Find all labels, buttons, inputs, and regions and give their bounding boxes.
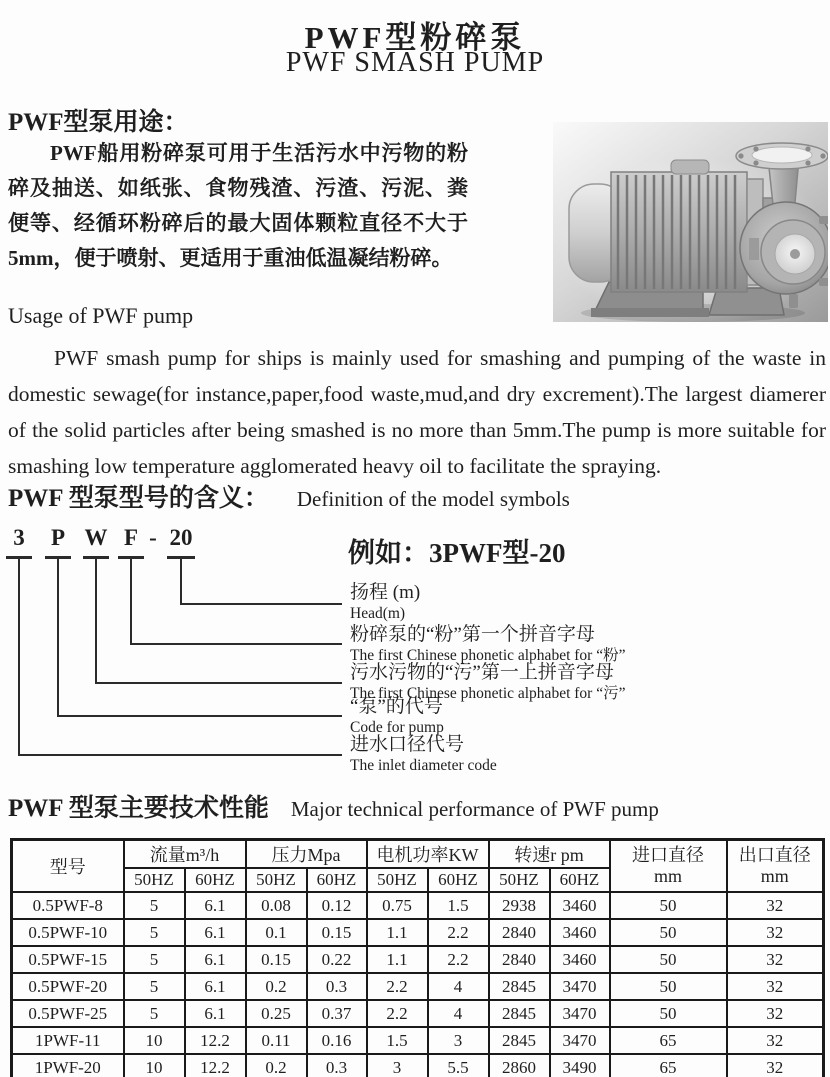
value-cell: 0.3: [307, 1054, 367, 1077]
symbol-label-zh: “泵”的代号: [350, 696, 443, 717]
header-flow: 流量m³/h: [124, 840, 246, 869]
header-hz: 60HZ: [428, 868, 489, 892]
header-hz: 50HZ: [246, 868, 307, 892]
value-cell: 3: [428, 1027, 489, 1054]
pump-photo: [553, 122, 828, 322]
value-cell: 10: [124, 1054, 185, 1077]
value-cell: 0.2: [246, 1054, 307, 1077]
value-cell: 12.2: [185, 1054, 246, 1077]
value-cell: 2.2: [428, 919, 489, 946]
header-inlet-zh: 进口直径: [632, 845, 704, 866]
value-cell: 6.1: [185, 919, 246, 946]
usage-heading-zh: PWF型泵用途：: [8, 109, 189, 136]
value-cell: 0.37: [307, 1000, 367, 1027]
value-cell: 0.2: [246, 973, 307, 1000]
model-definition-heading-zh: PWF 型泵型号的含义：: [8, 485, 269, 512]
header-hz: 60HZ: [550, 868, 610, 892]
model-symbol-dash: -: [149, 525, 157, 550]
model-symbol-p: P: [50, 525, 66, 550]
value-cell: 2845: [489, 1000, 550, 1027]
table-row: [12, 946, 824, 973]
header-hz: 60HZ: [307, 868, 367, 892]
value-cell: 32: [727, 1054, 824, 1077]
header-outlet-zh: 出口直径: [738, 845, 811, 866]
header-motor-power: 电机功率KW: [367, 840, 489, 869]
value-cell: 0.75: [367, 892, 428, 919]
value-cell: 65: [610, 1027, 727, 1054]
model-cell: 0.5PWF-10: [12, 919, 124, 946]
value-cell: 1.5: [367, 1027, 428, 1054]
usage-paragraph-en: PWF smash pump for ships is mainly used for smashing and pumping of the waste in domestic sewage(for instance,paper,food waste,mud,and dry excrement).The largest diamerer of the solid particles after being smashed is no more than 5mm.The pump is more suitable for smashing low temperature agglomerated heavy oil to facilitate the spraying.: [8, 346, 826, 478]
value-cell: 5.5: [428, 1054, 489, 1077]
value-cell: 50: [610, 946, 727, 973]
value-cell: 12.2: [185, 1027, 246, 1054]
value-cell: 0.15: [307, 919, 367, 946]
performance-table-body: [12, 892, 824, 1077]
model-cell: 1PWF-20: [12, 1054, 124, 1077]
table-header-row: [12, 840, 824, 869]
connector-line: [18, 754, 342, 756]
symbol-label-en: Head(m): [350, 604, 406, 622]
symbol-label-en: The first Chinese phonetic alphabet for “污”: [350, 684, 626, 702]
performance-heading-zh: PWF 型泵主要技术性能: [8, 795, 269, 822]
value-cell: 0.15: [246, 946, 307, 973]
value-cell: 0.3: [307, 973, 367, 1000]
value-cell: 50: [610, 919, 727, 946]
symbol-label-head: [350, 583, 822, 622]
symbol-label-en: The first Chinese phonetic alphabet for “粉”: [350, 646, 626, 664]
table-row: [12, 919, 824, 946]
value-cell: 0.22: [307, 946, 367, 973]
value-cell: 1.1: [367, 919, 428, 946]
connector-line: [130, 643, 342, 645]
value-cell: 3460: [550, 892, 610, 919]
model-symbol-3: 3: [13, 525, 25, 550]
connector-line: [57, 558, 59, 715]
value-cell: 50: [610, 973, 727, 1000]
value-cell: 2845: [489, 973, 550, 1000]
value-cell: 3470: [550, 973, 610, 1000]
value-cell: 2.2: [367, 1000, 428, 1027]
connector-line: [130, 558, 132, 643]
performance-heading: [8, 788, 659, 824]
value-cell: 1.5: [428, 892, 489, 919]
value-cell: 32: [727, 973, 824, 1000]
header-hz: 50HZ: [489, 868, 550, 892]
table-row: [12, 973, 824, 1000]
connector-line: [95, 682, 342, 684]
value-cell: 2840: [489, 946, 550, 973]
model-symbol-20: 20: [169, 525, 193, 550]
value-cell: 4: [428, 1000, 489, 1027]
model-symbol-f: F: [123, 525, 139, 550]
table-row: [12, 1000, 824, 1027]
value-cell: 5: [124, 1000, 185, 1027]
symbol-label-inlet-code: [350, 735, 822, 774]
value-cell: 5: [124, 973, 185, 1000]
header-hz: 50HZ: [367, 868, 428, 892]
model-definition-heading: [8, 478, 570, 514]
connector-line: [18, 558, 20, 754]
symbol-label-en: Code for pump: [350, 718, 444, 736]
model-symbol-w: W: [84, 525, 108, 550]
value-cell: 3460: [550, 946, 610, 973]
value-cell: 6.1: [185, 892, 246, 919]
header-model: 型号: [12, 840, 124, 893]
value-cell: 3470: [550, 1027, 610, 1054]
value-cell: 3460: [550, 919, 610, 946]
connector-line: [180, 558, 182, 603]
value-cell: 5: [124, 946, 185, 973]
symbol-label-zh: 进水口径代号: [350, 734, 465, 755]
performance-table: [10, 838, 825, 1077]
value-cell: 3470: [550, 1000, 610, 1027]
symbol-label-fen: [350, 625, 822, 664]
symbol-label-zh: 粉碎泵的“粉”第一个拼音字母: [350, 624, 595, 645]
symbol-label-zh: 污水污物的“污”第一上拼音字母: [350, 662, 614, 683]
connector-line: [180, 603, 342, 605]
model-cell: 1PWF-11: [12, 1027, 124, 1054]
table-row: [12, 892, 824, 919]
header-pressure: 压力Mpa: [246, 840, 367, 869]
value-cell: 6.1: [185, 1000, 246, 1027]
header-outlet-unit: mm: [760, 866, 789, 886]
value-cell: 0.1: [246, 919, 307, 946]
usage-heading-en: Usage of PWF pump: [8, 303, 194, 328]
value-cell: 0.12: [307, 892, 367, 919]
value-cell: 1.1: [367, 946, 428, 973]
value-cell: 6.1: [185, 973, 246, 1000]
value-cell: 2860: [489, 1054, 550, 1077]
table-row: [12, 1054, 824, 1077]
pump-illustration-svg: [553, 122, 828, 322]
model-example: 例如：3PWF型-20: [348, 538, 566, 568]
model-cell: 0.5PWF-8: [12, 892, 124, 919]
value-cell: 65: [610, 1054, 727, 1077]
value-cell: 0.08: [246, 892, 307, 919]
value-cell: 5: [124, 892, 185, 919]
value-cell: 5: [124, 919, 185, 946]
value-cell: 32: [727, 892, 824, 919]
symbol-label-pump-code: [350, 697, 822, 736]
value-cell: 0.25: [246, 1000, 307, 1027]
model-cell: 0.5PWF-15: [12, 946, 124, 973]
value-cell: 32: [727, 1027, 824, 1054]
page-title-en: PWF SMASH PUMP: [285, 47, 545, 78]
value-cell: 2845: [489, 1027, 550, 1054]
value-cell: 0.11: [246, 1027, 307, 1054]
value-cell: 0.16: [307, 1027, 367, 1054]
model-definition-heading-en: Definition of the model symbols: [296, 487, 570, 511]
value-cell: 2.2: [367, 973, 428, 1000]
value-cell: 10: [124, 1027, 185, 1054]
table-row: [12, 1027, 824, 1054]
header-outlet-diameter: [727, 840, 824, 893]
value-cell: 32: [727, 919, 824, 946]
model-symbol-diagram: [8, 525, 824, 787]
value-cell: 2840: [489, 919, 550, 946]
header-inlet-diameter: [610, 840, 727, 893]
connector-line: [57, 715, 342, 717]
value-cell: 2938: [489, 892, 550, 919]
value-cell: 50: [610, 1000, 727, 1027]
value-cell: 32: [727, 1000, 824, 1027]
connector-line: [95, 558, 97, 682]
performance-heading-en: Major technical performance of PWF pump: [290, 797, 659, 821]
value-cell: 50: [610, 892, 727, 919]
header-hz: 60HZ: [185, 868, 246, 892]
value-cell: 4: [428, 973, 489, 1000]
value-cell: 32: [727, 946, 824, 973]
header-hz: 50HZ: [124, 868, 185, 892]
symbol-label-zh: 扬程 (m): [350, 582, 421, 603]
header-speed: 转速r pm: [489, 840, 610, 869]
value-cell: 2.2: [428, 946, 489, 973]
value-cell: 6.1: [185, 946, 246, 973]
model-cell: 0.5PWF-25: [12, 1000, 124, 1027]
symbol-label-en: The inlet diameter code: [350, 756, 497, 774]
usage-paragraph-zh: PWF船用粉碎泵可用于生活污水中污物的粉碎及抽送、如纸张、食物残渣、污渣、污泥、粪便等、经循环粉碎后的最大固体颗粒直径不大于5mm，便于喷射、更适用于重油低温凝结粉碎。: [8, 141, 468, 270]
model-cell: 0.5PWF-20: [12, 973, 124, 1000]
value-cell: 3490: [550, 1054, 610, 1077]
value-cell: 3: [367, 1054, 428, 1077]
header-inlet-unit: mm: [653, 866, 682, 886]
page-title-zh: PWF型粉碎泵: [304, 20, 526, 55]
